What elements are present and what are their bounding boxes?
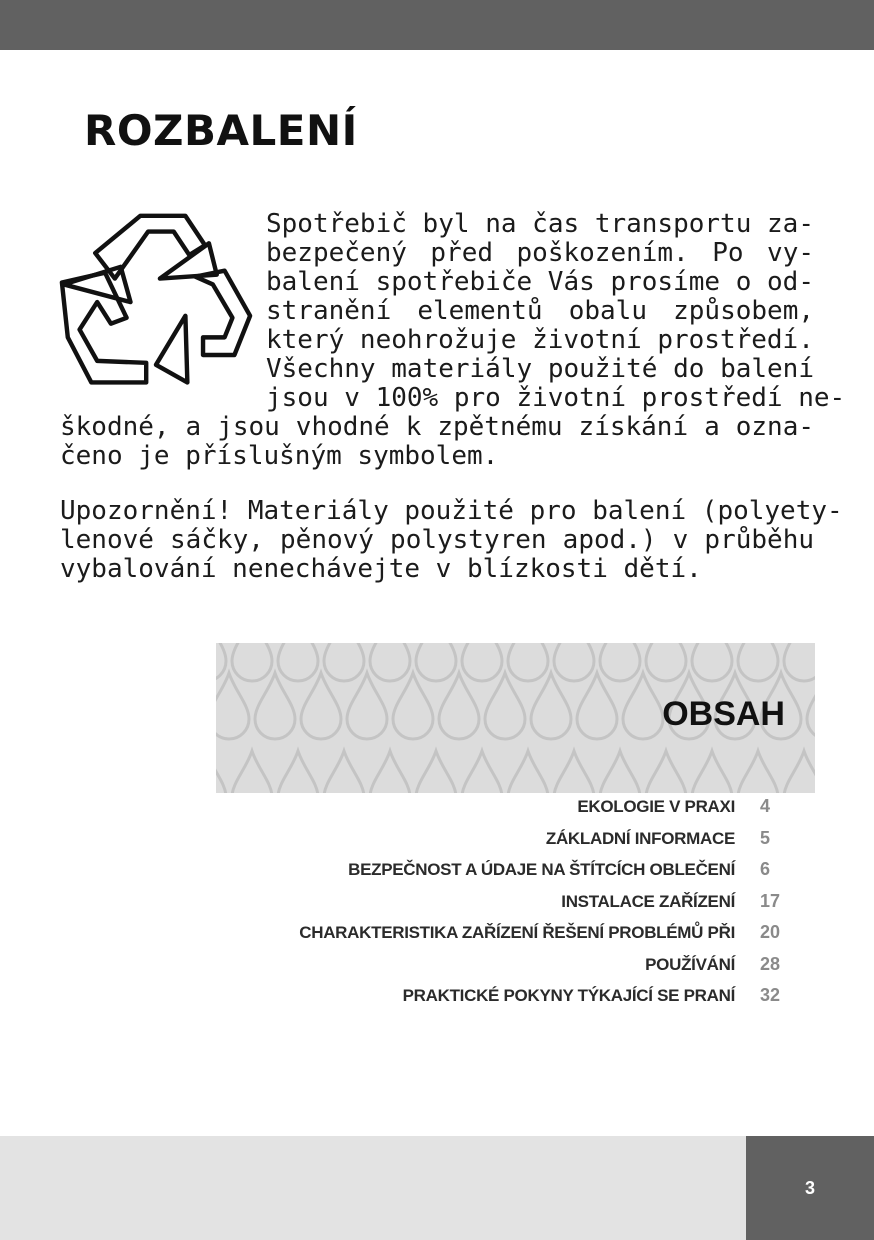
text-line: Všechny materiály použité do balení: [266, 354, 814, 384]
water-drop-icon: [577, 673, 617, 739]
toc-banner: [216, 643, 815, 793]
water-drop-icon: [554, 643, 594, 681]
water-drop-icon: [216, 751, 226, 793]
toc-entry[interactable]: [216, 919, 815, 951]
toc-entry-label[interactable]: CHARAKTERISTIKA ZAŘÍZENÍ ŘEŠENÍ PROBLÉMŮ PŘI: [299, 923, 735, 942]
water-drop-icon: [508, 751, 548, 793]
text-line: lenové sáčky, pěnový polystyren apod.) v průběhu: [60, 525, 814, 555]
toc-entry-page: 32: [760, 985, 781, 1005]
top-bar: [0, 0, 874, 50]
toc-entry[interactable]: [216, 888, 815, 920]
text-line: který neohrožuje životní prostředí.: [266, 325, 814, 355]
water-drop-icon: [216, 673, 249, 739]
toc-entry-label[interactable]: ZÁKLADNÍ INFORMACE: [545, 828, 735, 848]
water-drop-icon: [278, 751, 318, 793]
water-drop-icon: [416, 751, 456, 793]
toc-entry-page: 5: [760, 827, 771, 848]
water-drop-icon: [393, 673, 433, 739]
water-drop-icon: [531, 673, 571, 739]
water-drop-icon: [738, 751, 778, 793]
toc-entry-label[interactable]: PRAKTICKÉ POKYNY TÝKAJÍCÍ SE PRANÍ: [402, 986, 735, 1005]
toc-entry[interactable]: [216, 951, 815, 983]
toc-entry-label[interactable]: INSTALACE ZAŘÍZENÍ: [561, 891, 735, 911]
water-drop-icon: [623, 673, 663, 739]
toc-entry-label[interactable]: BEZPEČNOST A ÚDAJE NA ŠTÍTCÍCH OBLEČENÍ: [348, 860, 735, 879]
water-drop-icon: [232, 643, 272, 681]
text-line: čeno je příslušným symbolem.: [60, 441, 499, 471]
water-drop-icon: [232, 751, 272, 793]
water-drop-icon: [600, 643, 640, 681]
text-line: Spotřebič byl na čas transportu za-: [266, 209, 814, 239]
water-drop-icon: [370, 751, 410, 793]
text-line: stranění elementů obalu způsobem,: [266, 296, 814, 326]
water-drop-icon: [554, 751, 594, 793]
water-drop-icon: [416, 643, 456, 681]
water-drop-icon: [347, 673, 387, 739]
water-drop-icon: [324, 751, 364, 793]
text-line: Upozornění! Materiály použité pro balení (polyety-: [60, 496, 843, 526]
toc-entry-page: 6: [760, 859, 771, 879]
water-drop-icon: [807, 673, 815, 739]
water-drop-icon: [462, 751, 502, 793]
water-drop-icon: [301, 673, 341, 739]
water-drop-icon: [439, 673, 479, 739]
toc-entry-page: 4: [760, 796, 771, 816]
toc-entry[interactable]: [216, 793, 815, 825]
water-drop-icon: [462, 643, 502, 681]
water-drop-icon: [324, 643, 364, 681]
water-drop-icon: [692, 643, 732, 681]
toc-entry-page: 28: [760, 953, 781, 974]
water-drop-icon: [738, 643, 778, 681]
water-drop-icon: [485, 673, 525, 739]
warning-paragraph: [60, 496, 843, 584]
toc-entry[interactable]: [216, 856, 815, 888]
water-drop-icon: [692, 751, 732, 793]
text-line: balení spotřebiče Vás prosíme o od-: [266, 267, 814, 297]
text-line: bezpečený před poškozením. Po vy-: [266, 238, 814, 268]
water-drop-icon: [255, 673, 295, 739]
toc-entry-label[interactable]: EKOLOGIE V PRAXI: [577, 797, 735, 816]
water-drop-icon: [278, 643, 318, 681]
toc-entry[interactable]: [216, 982, 815, 1014]
text-line: jsou v 100% pro životní prostředí ne-: [266, 383, 846, 413]
section-title: ROZBALENÍ: [84, 106, 358, 155]
toc-entry-page: 17: [760, 890, 781, 911]
toc-heading: OBSAH: [662, 695, 785, 733]
text-line: vybalování nenechávejte v blízkosti dětí.: [60, 554, 702, 584]
footer-bar: [0, 1136, 746, 1240]
toc-entry[interactable]: [216, 825, 815, 857]
table-of-contents: [216, 793, 815, 1014]
water-drop-icon: [370, 643, 410, 681]
water-drop-icon: [600, 751, 640, 793]
page-number-box: [746, 1136, 874, 1240]
water-drop-icon: [784, 643, 815, 681]
water-drop-icon: [508, 643, 548, 681]
page-number: 3: [804, 1178, 815, 1198]
toc-entry-page: 20: [760, 922, 781, 942]
water-drop-icon: [646, 751, 686, 793]
water-drop-icon: [646, 643, 686, 681]
intro-paragraph: [60, 209, 846, 471]
water-drop-icon: [216, 643, 226, 681]
text-line: škodné, a jsou vhodné k zpětnému získání a ozna-: [60, 412, 814, 442]
toc-entry-label[interactable]: POUŽÍVÁNÍ: [645, 954, 735, 974]
water-drop-icon: [784, 751, 815, 793]
